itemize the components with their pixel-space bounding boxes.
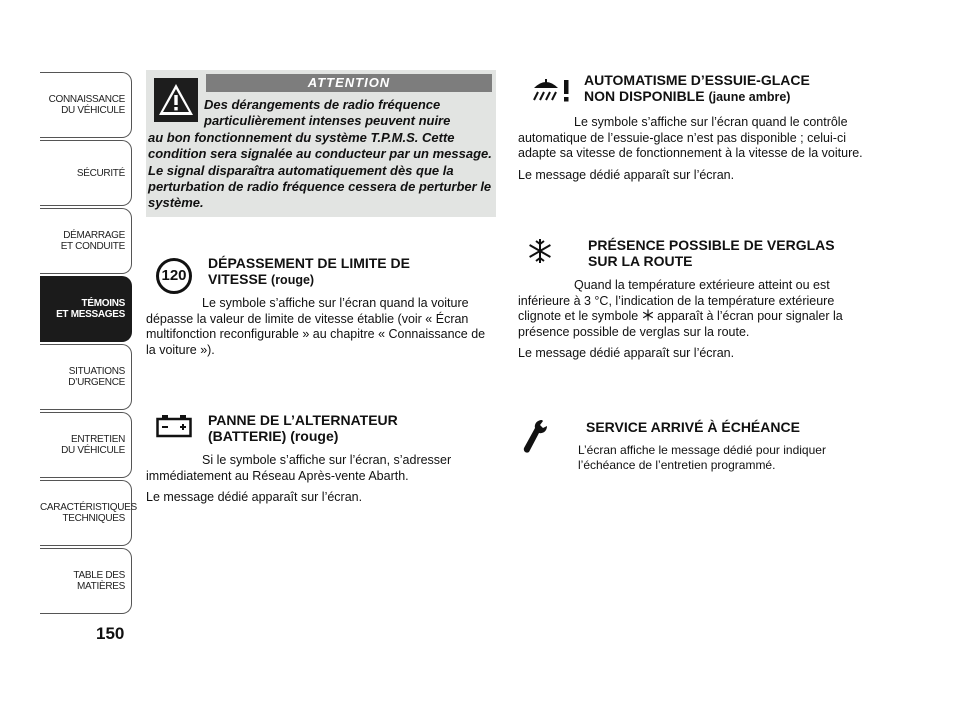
tab-label: TABLE DES — [73, 570, 125, 581]
wiper-body — [518, 115, 866, 189]
paragraph-part: apparaît à l’écran pour signaler la présence possible de verglas sur la route. — [518, 309, 843, 339]
tab-label: CARACTÉRISTIQUES — [40, 502, 137, 513]
tab-label: CONNAISSANCE — [48, 94, 125, 105]
tab-label: DÉMARRAGE — [63, 230, 125, 241]
color-qualifier: (rouge) — [290, 427, 339, 444]
wiper-title — [584, 73, 874, 105]
title-line: AUTOMATISME D’ESSUIE-GLACE — [584, 72, 810, 88]
paragraph: L’écran affiche le message dédié pour indiquer l’échéance de l’entretien programmé. — [578, 443, 826, 472]
alternator-body — [146, 453, 496, 512]
tab-label: D’URGENCE — [68, 377, 125, 388]
paragraph: Le symbole s’affiche sur l’écran quand la voiture dépasse la valeur de limite de vitesse établie (voir « Écran multifonction reconfigurable » au chapitre « Connaissance de la voiture »). — [146, 296, 486, 357]
ice-body — [518, 278, 866, 368]
ice-title — [588, 238, 878, 269]
title-line: PRÉSENCE POSSIBLE DE VERGLAS — [588, 237, 835, 253]
attention-body: au bon fonctionnement du système T.P.M.S. Cette condition sera signalée au conducteur par un message. Le signal disparaîtra automatiquement dès que la perturbation de radio fréquence cessera de perturber le système. — [148, 129, 492, 211]
tab-table-des-matieres[interactable] — [40, 548, 132, 614]
title-line: NON DISPONIBLE — [584, 87, 705, 104]
tab-label: DU VÉHICULE — [61, 445, 125, 456]
tab-connaissance[interactable] — [40, 72, 132, 138]
attention-line: particulièrement intenses peuvent nuire — [204, 113, 451, 129]
speed-limit-title — [208, 256, 498, 288]
attention-box — [146, 70, 496, 217]
paragraph: Le symbole s’affiche sur l’écran quand le contrôle automatique de l’essuie-glace n’est pas disponible ; celui-ci adapte sa vitesse de fonctionnement à la vitesse de la voiture. — [518, 115, 863, 161]
service-title: SERVICE ARRIVÉ À ÉCHÉANCE — [586, 419, 800, 435]
title-line: PANNE DE L’ALTERNATEUR — [208, 412, 398, 428]
tab-demarrage[interactable] — [40, 208, 132, 274]
color-qualifier: (rouge) — [271, 272, 315, 287]
paragraph-part: Quand la température extérieure atteint ou est inférieure à 3 °C, l’indication de la température extérieure clignote et le symbole — [518, 278, 835, 324]
service-body — [578, 443, 878, 479]
tab-caracteristiques[interactable] — [40, 480, 137, 546]
paragraph: Le message dédié apparaît sur l’écran. — [146, 490, 363, 505]
attention-line: Des dérangements de radio fréquence — [204, 97, 441, 112]
tab-label: ET MESSAGES — [56, 309, 125, 320]
tab-entretien[interactable] — [40, 412, 132, 478]
wiper-warning-icon — [528, 76, 580, 108]
snowflake-inline-icon — [642, 309, 654, 321]
color-qualifier: (jaune ambre) — [708, 89, 791, 104]
tab-label: TÉMOINS — [81, 298, 125, 309]
tab-label: MATIÈRES — [77, 581, 125, 592]
paragraph: Le message dédié apparaît sur l’écran. — [518, 167, 735, 182]
tab-label: ENTRETIEN — [71, 434, 125, 445]
title-line: (BATTERIE) — [208, 427, 287, 444]
alternator-title — [208, 413, 498, 444]
paragraph: Si le symbole s’affiche sur l’écran, s’adresser immédiatement au Réseau Après-vente Abarth. — [146, 453, 452, 483]
tab-temoins[interactable] — [40, 276, 132, 342]
attention-text — [148, 97, 492, 212]
snowflake-icon — [527, 238, 553, 268]
tab-label: DU VÉHICULE — [61, 105, 125, 116]
page-number: 150 — [96, 624, 125, 643]
attention-label: ATTENTION — [206, 74, 492, 92]
tab-label: ET CONDUITE — [60, 241, 125, 252]
title-line: DÉPASSEMENT DE LIMITE DE — [208, 255, 410, 271]
wrench-icon — [520, 418, 550, 462]
tab-label: SÉCURITÉ — [76, 167, 125, 179]
title-line: VITESSE — [208, 270, 268, 287]
tab-situations[interactable] — [40, 344, 132, 410]
paragraph: Le message dédié apparaît sur l’écran. — [518, 346, 735, 361]
tab-label: TECHNIQUES — [62, 513, 125, 524]
battery-icon — [156, 414, 192, 442]
title-line: SUR LA ROUTE — [588, 252, 693, 269]
speed-limit-icon: 120 — [156, 258, 192, 294]
tab-label: SITUATIONS — [68, 366, 125, 377]
tab-securite[interactable] — [40, 140, 132, 206]
speed-limit-body — [146, 296, 496, 364]
